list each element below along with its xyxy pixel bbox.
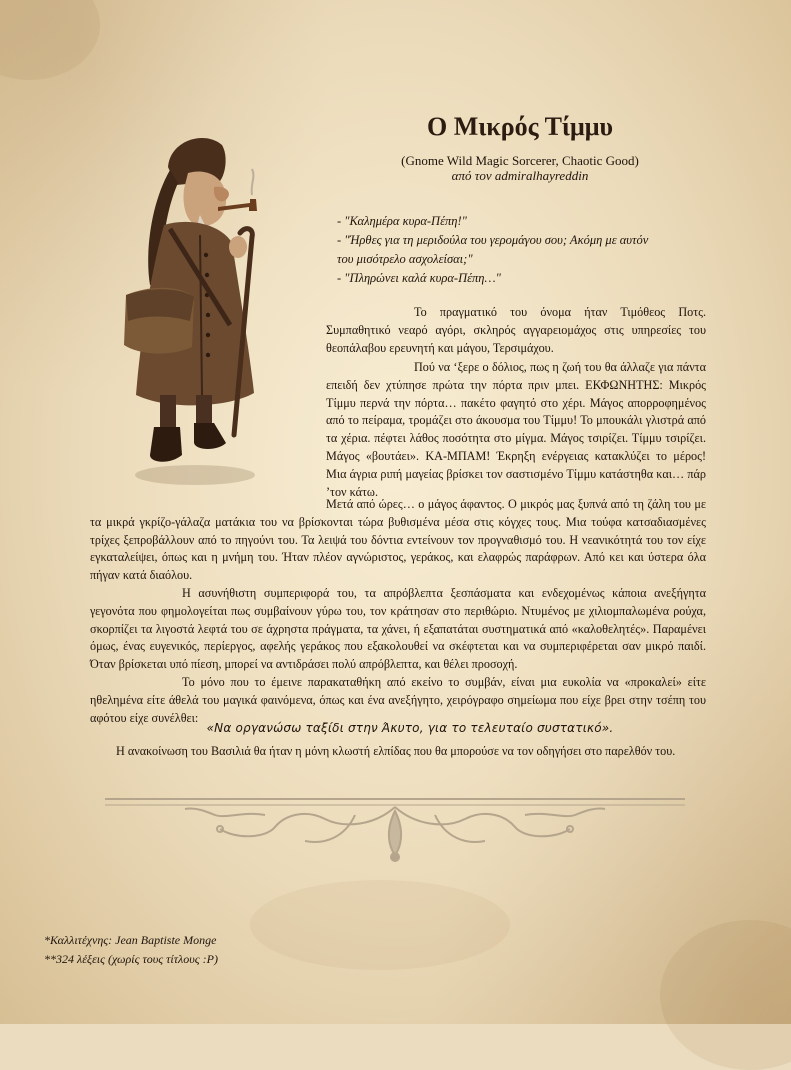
dialogue-line: - "Ήρθες για τη μεριδούλα του γερομάγου σου; Ακόμη με αυτόν	[337, 233, 649, 247]
gnome-illustration	[110, 125, 280, 505]
paper-stain	[250, 880, 510, 970]
artist-credit: *Καλλιτέχνης: Jean Baptiste Monge	[44, 933, 217, 947]
paragraph-note: Το μόνο που το έμεινε παρακαταθήκη από εκείνο το συμβάν, είναι μια ευκολία να «προκαλεί» είτε ηθελημένα είτε άθελά του μαγικά φαινόμενα, όπως και ένα ανεξήγητο, χειρόγραφο σημείωμα που είχε βρει στην τσέπη του αφότου είχε συνέλθει:	[90, 675, 706, 725]
paragraph-behavior: Η ασυνήθιστη συμπεριφορά του, τα απρόβλεπτα ξεσπάσματα και ενδεχομένως κάποια ανεξήγητα γεγονότα που φημολογείται πως συμβαίνουν γύρω του, τον κράτησαν στο περιθώριο. Ντυμένος με χιλιομπαλωμένα ρούχα, σκορπίζει τα λιγοστά λεφτά του σε άχρηστα πράγματα, τα χάνει, ή εξαπατάται συστηματικά από «καλοθελητές». Παραμένει όμως, ένας ευγενικός, περίεργος, αφελής γεράκος που εξακολουθεί να σκέφτεται και να συμπεριφέρεται σαν μικρό παιδί. Όταν βρίσκεται υπό πίεση, μπορεί να αντιδράσει πολύ απρόβλεπτα, και θέλει προσοχή.	[90, 586, 706, 672]
dialogue-line: του μισότρελο ασχολείσαι;"	[337, 252, 473, 266]
handwritten-note-quote: «Να οργανώσω ταξίδι στην Άκυτο, για το τελευταίο συστατικό».	[206, 721, 614, 735]
dialogue-line: - "Καλημέρα κυρα-Πέπη!"	[337, 214, 467, 228]
paragraph-aftermath	[90, 496, 706, 585]
dialogue-line: - "Πληρώνει καλά κυρα-Πέπη…"	[337, 271, 501, 285]
subtitle-block	[360, 153, 680, 183]
class-subtitle: (Gnome Wild Magic Sorcerer, Chaotic Good)	[401, 153, 639, 168]
author-line: από τον admiralhayreddin	[451, 168, 589, 183]
opening-dialogue	[337, 212, 707, 288]
ornamental-divider	[105, 785, 685, 865]
paragraph-aftermath-text: Μετά από ώρες… ο μάγος άφαντος. Ο μικρός μας ξυπνά από τη ζάλη του με τα μικρά γκρίζο-γάλαζα ματάκια του να βρίσκονται τώρα βυθισμένα μέσα στις κόγχες τους. Μια τούφα κατσαδιασμένες τρίχες ξεπροβάλλουν από το πηγούνι του. Τα λειψά του δόντια εντείνουν τον προγναθισμό του. Η νεανικότητά του τον είχε εγκαταλείψει, όπως και η μνήμη του. Ήταν πλέον αγνώριστος, γεράκος, και ελαφρώς παράφρων. Από κει και ύστερα όλα πήγαν κατά διαόλου.	[90, 497, 706, 583]
word-count-note: **324 λέξεις (χωρίς τους τίτλους :P)	[44, 952, 218, 966]
credits-block	[44, 931, 218, 969]
paragraph-intro: Το πραγματικό του όνομα ήταν Τιμόθεος Ποτς. Συμπαθητικό νεαρό αγόρι, σκληρός αγγαρειομάχος στις υπηρεσίες του θεοπάλαβου ερευνητή και μάγου, Τερσιμάχου.	[326, 305, 706, 355]
closing-paragraph: Η ανακοίνωση του Βασιλιά θα ήταν η μόνη κλωστή ελπίδας που θα μπορούσε να τον οδηγήσει στο παρελθόν του.	[116, 744, 676, 758]
page-title: Ο Μικρός Τίμμυ	[426, 112, 614, 141]
paragraph-explosion: Πού να ‘ξερε ο δόλιος, πως η ζωή του θα άλλαζε για πάντα επειδή δεν χτύπησε πρώτα την πόρτα πριν μπει. ΕΚΦΩΝΗΤΗΣ: Μικρός Τίμμυ περνά την πόρτα… πακέτο φαγητό στο χέρι. Μάγος απορροφημένος από το πείραμα, τρομάζει στο άκουσμα του Τίμμυ! Το μπουκάλι γλιστρά από τα χέρια. πέφτει λάθος ποσότητα στο μίγμα. Μάγος τσιρίζει. Τίμμυ τσιρίζει. Μάγος «βουτάει». ΚΑ-ΜΠΑΜ! Έκρηξη ενέργειας κατακλύζει το μέρος! Μια άγρια ριπή μαγείας βρίσκει τον σαστισμένο Τίμμυ κατάστηθα και… πάρ ’τον κάτω.	[326, 360, 706, 499]
